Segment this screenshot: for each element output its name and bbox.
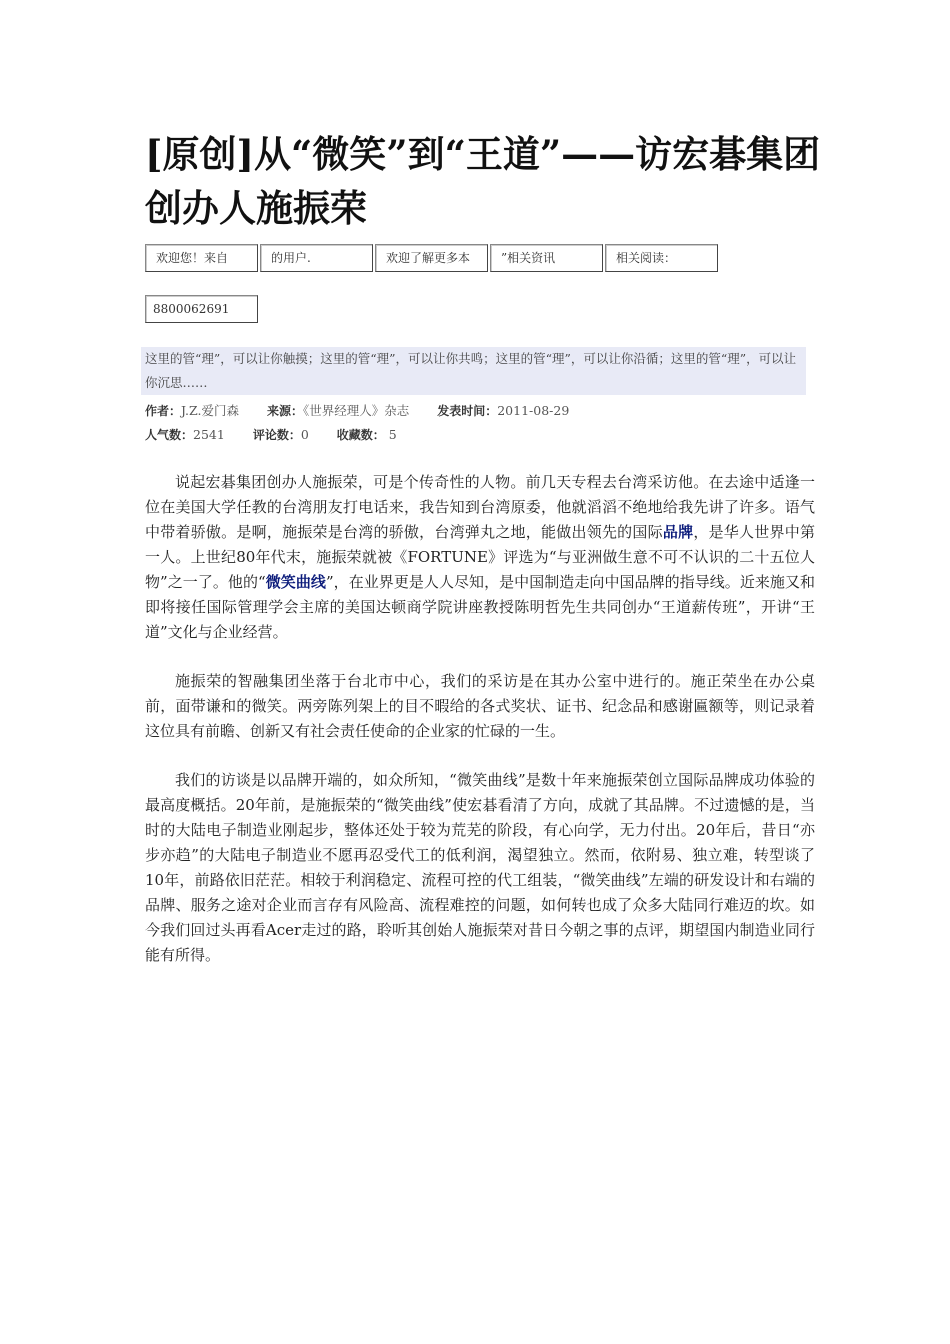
views-value: 2541	[193, 427, 225, 442]
keyword-link-brand[interactable]: 品牌	[662, 523, 694, 541]
comments-label: 评论数：	[252, 428, 301, 442]
author-label: 作者：	[145, 404, 182, 418]
info-box-related-news[interactable]: ”相关资讯	[490, 244, 603, 272]
meta-row-2	[145, 426, 421, 443]
id-box: 8800062691	[145, 295, 258, 323]
meta-row-1	[145, 401, 593, 419]
info-box-related-reading[interactable]: 相关阅读：	[605, 244, 718, 272]
comments-value: 0	[300, 427, 309, 442]
paragraph-1-text-b: ，是华人世界中第一人。上世纪80年代末，施振荣就被《FORTUNE》评选为“与亚洲做生意不可不认识的二十五位人物”之一了。他的“	[145, 523, 815, 591]
paragraph-2: 施振荣的智融集团坐落于台北市中心，我们的采访是在其办公室中进行的。施正荣坐在办公桌前，面带谦和的微笑。两旁陈列架上的目不暇给的各式奖状、证书、纪念品和感谢匾额等，则记录着这位具有前瞻、创新又有社会责任使命的企业家的忙碌的一生。	[145, 672, 815, 740]
favorites-label: 收藏数：	[336, 428, 385, 442]
author-value: J.Z.爱门森	[181, 403, 239, 418]
source-value: 《世界经理人》杂志	[302, 403, 410, 418]
info-box-welcome: 欢迎您！来自	[145, 244, 258, 272]
paragraph-1-text-a: 说起宏碁集团创办人施振荣，可是个传奇性的人物。前几天专程去台湾采访他。在去途中适逢一位在美国大学任教的台湾朋友打电话来，我告知到台湾原委，他就滔滔不绝地给我先讲了许多。语气中带着骄傲。是啊，施振荣是台湾的骄傲，台湾弹丸之地，能做出领先的国际	[145, 473, 815, 541]
source-label: 来源：	[266, 404, 303, 418]
keyword-link-smile-curve[interactable]: 微笑曲线	[265, 573, 326, 591]
article-title: [原创]从“微笑”到“王道”——访宏碁集团创办人施振荣	[145, 132, 821, 230]
article-summary: 这里的管“理”，可以让你触摸；这里的管“理”，可以让你共鸣；这里的管“理”，可以让你沿循；这里的管“理”，可以让你沉思……	[141, 347, 806, 395]
info-box-more: 欢迎了解更多本	[375, 244, 488, 272]
favorites-value: 5	[384, 427, 397, 442]
date-label: 发表时间：	[437, 404, 498, 418]
paragraph-1-text-c: ”，在业界更是人人尽知，是中国制造走向中国品牌的指导线。近来施又和即将接任国际管理学会主席的美国达顿商学院讲座教授陈明哲先生共同创办“王道薪传班”，开讲“王道”文化与企业经营。	[145, 573, 816, 641]
info-box-user: 的用户.	[260, 244, 373, 272]
paragraph-3: 我们的访谈是以品牌开端的，如众所知，“微笑曲线”是数十年来施振荣创立国际品牌成功体验的最高度概括。20年前，是施振荣的“微笑曲线”使宏碁看清了方向，成就了其品牌。不过遗憾的是，当时的大陆电子制造业刚起步，整体还处于较为荒芜的阶段，有心向学，无力付出。20年后，昔日“亦步亦趋”的大陆电子制造业不愿再忍受代工的低利润，渴望独立。然而，依附易、独立难，转型谈了10年，前路依旧茫茫。相较于利润稳定、流程可控的代工组装，“微笑曲线”左端的研发设计和右端的品牌、服务之途对企业而言存有风险高、流程难控的问题，如何转也成了众多大陆同行难迈的坎。如今我们回过头再看Acer走过的路，聆听其创始人施振荣对昔日今朝之事的点评，期望国内制造业同行能有所得。	[145, 771, 815, 964]
article-body	[145, 470, 815, 992]
views-label: 人气数：	[145, 428, 194, 442]
paragraph-1	[145, 470, 815, 645]
date-value: 2011-08-29	[497, 403, 570, 418]
